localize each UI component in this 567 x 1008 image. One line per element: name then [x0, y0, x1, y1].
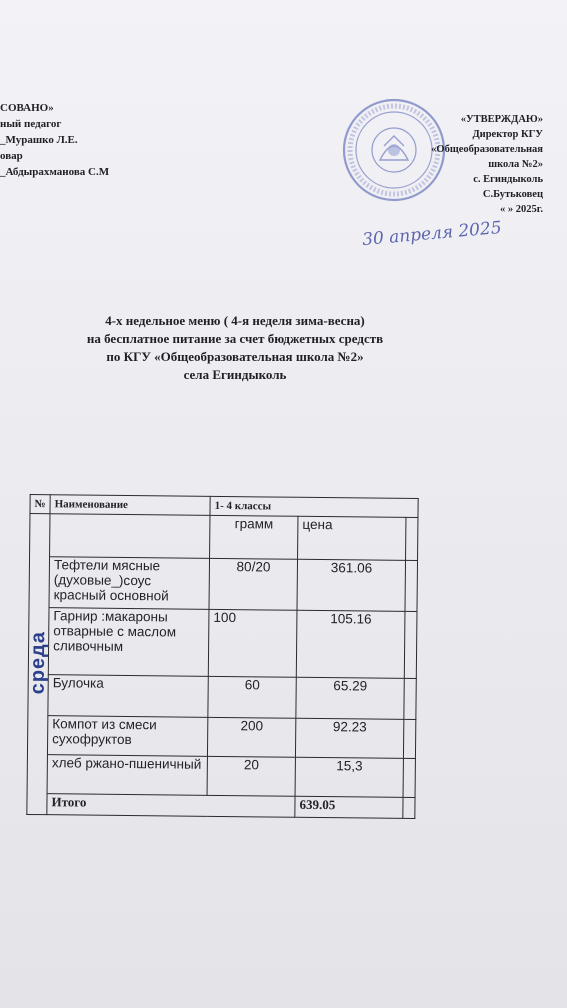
- approval-left-line-2: ный педагог: [0, 118, 62, 130]
- approval-right-line-3: «Общеобразовательная: [431, 144, 543, 155]
- menu-title-line-1: 4-х недельное меню ( 4-я неделя зима-весна): [105, 313, 365, 328]
- header-num: №: [30, 494, 50, 513]
- approval-right-line-4: школа №2»: [488, 159, 543, 170]
- table-row: [27, 715, 415, 758]
- menu-title-line-4: села Егиндыколь: [183, 367, 287, 382]
- dish-name: Гарнир :макароны отварные с маслом сливочным: [48, 608, 209, 677]
- approval-block-right: [353, 112, 543, 217]
- handwritten-date: 30 апреля 2025: [361, 217, 503, 251]
- extra-col-cell: [406, 517, 418, 560]
- extra-col-cell: [405, 560, 418, 611]
- approval-right-line-6: С.Бутьковец: [482, 189, 543, 200]
- dish-name: Компот из смеси сухофруктов: [48, 716, 208, 757]
- header-gram: грамм: [210, 515, 298, 559]
- dish-gram: 20: [207, 756, 295, 796]
- dish-name: Тефтели мясные (духовые_)соус красный основной: [49, 557, 210, 610]
- table-row: [27, 754, 415, 797]
- dish-price: 15,3: [295, 757, 403, 797]
- approval-right-line-1: «УТВЕРЖДАЮ»: [460, 114, 543, 125]
- approval-right-line-7: « » 2025г.: [500, 204, 543, 215]
- approval-block-left: [0, 100, 200, 180]
- extra-col-cell: [404, 611, 417, 678]
- dish-gram: 80/20: [209, 558, 298, 610]
- dish-name: хлеб ржано-пшеничный: [47, 755, 207, 796]
- table-row: [28, 674, 416, 719]
- dish-price: 92.23: [296, 718, 404, 758]
- menu-title-line-3: по КГУ «Общеобразовательная школа №2»: [106, 349, 364, 364]
- dish-price: 65.29: [296, 677, 404, 719]
- dish-price: 361.06: [297, 559, 406, 611]
- menu-table: [26, 494, 418, 819]
- approval-right-line-2: Директор КГУ: [472, 129, 543, 140]
- subheader-empty: [50, 514, 210, 559]
- table-subheader-row: [30, 513, 418, 560]
- dish-price: 105.16: [296, 610, 405, 678]
- table-row: [28, 607, 417, 678]
- table-total-row: [27, 793, 415, 818]
- approval-right-line-5: с. Егиндыколь: [473, 174, 543, 185]
- extra-col-cell: [404, 678, 416, 719]
- approval-left-line-3: _Мурашко Л.Е.: [0, 134, 78, 146]
- extra-col-cell: [403, 797, 415, 818]
- extra-col-cell: [403, 758, 415, 797]
- menu-title-line-2: на бесплатное питание за счет бюджетных средств: [86, 331, 384, 346]
- day-label: среда: [26, 630, 50, 695]
- extra-col-cell: [404, 719, 416, 758]
- total-value: 639.05: [295, 796, 403, 818]
- approval-left-line-5: _Абдырахманова С.М: [0, 166, 110, 178]
- header-name: Наименование: [50, 495, 210, 516]
- dish-name: Булочка: [48, 675, 208, 718]
- menu-title: [0, 312, 470, 384]
- dish-gram: 100: [208, 609, 297, 677]
- header-price: цена: [298, 516, 406, 560]
- table-row: [29, 556, 418, 611]
- total-label: Итого: [47, 794, 295, 818]
- dish-gram: 60: [208, 676, 296, 718]
- approval-left-line-1: СОВАНО»: [0, 102, 54, 114]
- approval-left-line-4: овар: [0, 150, 23, 162]
- dish-gram: 200: [208, 717, 296, 757]
- header-grade: 1- 4 классы: [210, 496, 418, 517]
